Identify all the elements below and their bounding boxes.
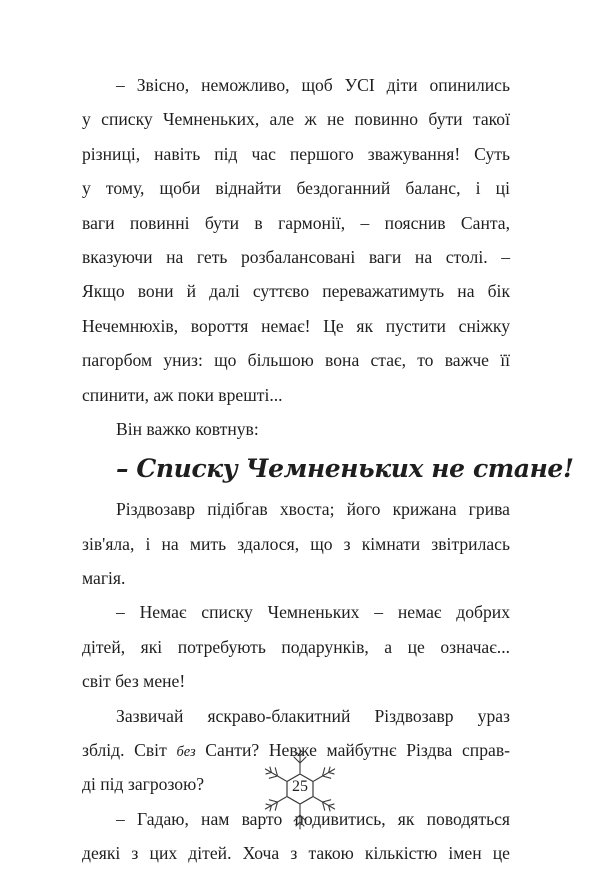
text-line: світ без мене! xyxy=(82,671,186,692)
text-line: Нечемнюхів, вороття немає! Це як пустити сніжку xyxy=(82,315,510,336)
text-line: дітей, які потребують подарунків, а це означає... xyxy=(82,636,510,657)
paragraph-1 xyxy=(82,68,510,412)
text-line: – Немає списку Чемненьких – немає добрих xyxy=(116,602,510,623)
italic-word: без xyxy=(176,744,196,761)
page-number: 25 xyxy=(292,778,308,795)
text-line: у списку Чемненьких, але ж не повинно бути такої xyxy=(82,109,510,130)
page-number-ornament xyxy=(255,744,345,834)
text-line: Якщо вони й далі суттєво переважатимуть на бік xyxy=(82,281,510,302)
display-heading-quote: – Списку Чемненьких не стане! xyxy=(116,454,574,484)
text-line: деякі з цих дітей. Хоча з такою кількістю імен це xyxy=(82,843,510,864)
text-line: ді під загрозою? xyxy=(82,774,205,795)
text-line: вказуючи на геть розбалансовані ваги на столі. – xyxy=(82,246,510,267)
text-line: різниці, навіть під час першого зважування! Суть xyxy=(82,143,510,164)
text-line: Зазвичай яскраво-блакитний Різдвозавр ураз xyxy=(116,705,510,726)
text-run: Санти? Невже майбутнє Різдва справ- xyxy=(195,740,510,761)
text-line: – Гадаю, нам варто подивитись, як поводяться xyxy=(116,808,510,829)
text-line: у тому, щоби віднайти бездоганний баланс, і ці xyxy=(82,178,510,199)
text-line: – Звісно, неможливо, щоб УСІ діти опинились xyxy=(116,75,510,95)
paragraph-2: Він важко ковтнув: xyxy=(116,418,259,439)
text-line: Різдвозавр підібгав хвоста; його крижана грива xyxy=(116,499,510,520)
text-line: ваги повинні бути в гармонії, – пояснив Санта, xyxy=(82,212,510,233)
text-line: спинити, аж поки врешті... xyxy=(82,384,283,405)
paragraph-3 xyxy=(82,492,510,595)
text-run: зблід. Світ xyxy=(82,740,177,761)
paragraph-4 xyxy=(82,595,510,698)
text-line: зів'яла, і на мить здалося, що з кімнати звітрилась xyxy=(82,533,510,554)
text-line: пагорбом униз: що більшою вона стає, то важче її xyxy=(82,350,510,371)
text-line: магія. xyxy=(82,568,126,589)
